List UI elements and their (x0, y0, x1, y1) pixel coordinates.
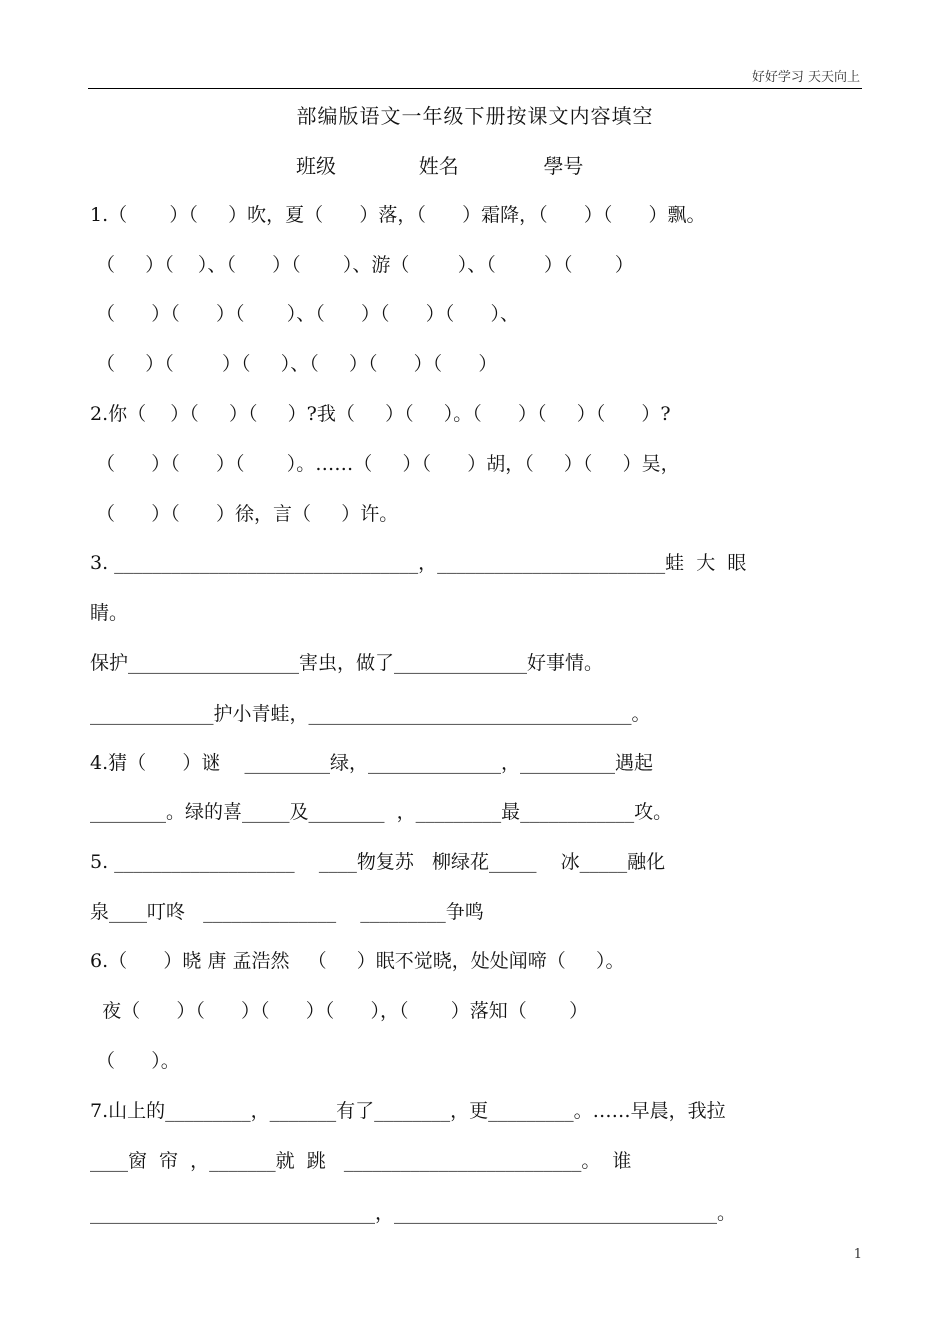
exercise-line: ______________________________，__________________________________。 (90, 1202, 737, 1224)
exercise-line: （ ）（ ）、（ ）（ ）、游（ ）、（ ）（ ） (90, 254, 634, 276)
exercise-line: 保护__________________害虫，做了______________好事情。 (90, 652, 604, 674)
student-info-row (296, 150, 583, 179)
exercise-line: 2.你（ ）（ ）（ ）?我（ ）（ ）。（ ）（ ）（ ）? (90, 403, 671, 425)
exercise-line: 泉____叮咚 ______________ _________争鸣 (90, 901, 484, 923)
exercise-line: （ ）。 (90, 1050, 180, 1072)
page-number: 1 (853, 1247, 862, 1262)
name-label: 姓名 (418, 154, 459, 178)
exercise-line: ____窗 帘 ，_______就 跳 _________________________。 谁 (90, 1150, 632, 1172)
header-motto: 好好学习 天天向上 (751, 70, 860, 85)
class-label: 班级 (296, 154, 336, 178)
exercise-line: （ ）（ ）（ ）、（ ）（ ）（ ）、 (90, 303, 520, 325)
exercise-line: 4.猜（ ）谜 _________绿，______________，__________遇起 (90, 752, 654, 774)
exercise-line: 睛。 (90, 602, 129, 624)
exercise-line: 6.（ ）晓 唐 孟浩然 （ ）眠不觉晓，处处闻啼（ ）。 (90, 950, 625, 972)
page-title: 部编版语文一年级下册按课文内容填空 (296, 104, 654, 128)
exercise-line: _____________护小青蛙，__________________________________。 (90, 703, 651, 725)
header-divider (88, 88, 862, 89)
student-id-label: 學号 (543, 154, 584, 178)
exercise-line: （ ）（ ）（ ）。……（ ）（ ）胡，（ ）（ ）吴， (90, 453, 680, 475)
exercise-line: 夜（ ）（ ）（ ）（ ），（ ）落知（ ） (90, 1000, 589, 1022)
exercise-line: ________。绿的喜_____及________ ，_________最____________攻。 (90, 801, 673, 823)
exercise-line: （ ）（ ）徐，言（ ）许。 (90, 503, 399, 525)
exercise-line: 1.（ ）（ ）吹，夏（ ）落，（ ）霜降，（ ）（ ）飘。 (90, 204, 706, 226)
exercise-line: 7.山上的_________，_______有了________，更_________。……早晨，我拉 (90, 1100, 726, 1122)
exercise-line: （ ）（ ）（ ）、（ ）（ ）（ ） (90, 353, 498, 375)
exercise-line: 3. ________________________________，________________________蛙 大 眼 (90, 552, 747, 574)
exercise-line: 5. ___________________ ____物复苏 柳绿花_____ 冰_____融化 (90, 851, 666, 873)
